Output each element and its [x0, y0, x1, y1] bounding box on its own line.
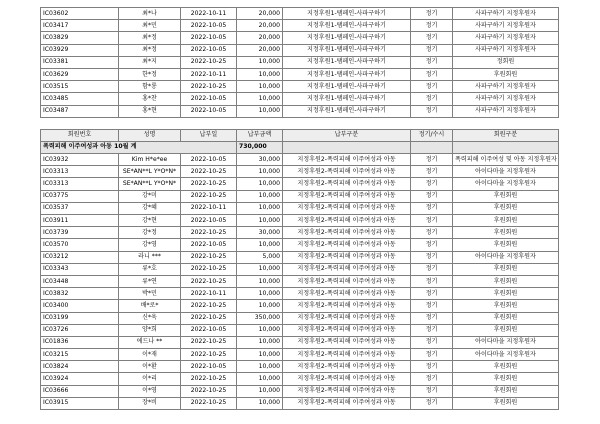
member-id-cell: IC01836 [41, 336, 119, 348]
pay-type-cell: 지정후원2-폭력피해 이주여성과 아동 [283, 397, 411, 409]
pay-date-cell: 2022-10-25 [181, 312, 237, 324]
pay-date-cell: 2022-10-11 [181, 68, 237, 80]
frequency-cell: 정기 [411, 373, 453, 385]
member-type-cell: 폭력피해 이주여성 및 아동 지정후원자 [453, 154, 559, 166]
frequency-cell: 정기 [411, 190, 453, 202]
amount-cell: 10,000 [237, 373, 283, 385]
member-type-cell: 사파구하기 지정후원자 [453, 8, 559, 20]
pay-date-cell: 2022-10-25 [181, 336, 237, 348]
pay-date-cell: 2022-10-05 [181, 44, 237, 56]
pay-date-cell: 2022-10-25 [181, 178, 237, 190]
subtotal-empty [283, 141, 411, 153]
member-id-cell: IC03924 [41, 373, 119, 385]
pay-date-cell: 2022-10-25 [181, 373, 237, 385]
member-id-cell: IC03629 [41, 68, 119, 80]
member-id-cell: IC03381 [41, 56, 119, 68]
frequency-cell: 정기 [411, 239, 453, 251]
pay-type-cell: 지정후원2-폭력피해 이주여성과 아동 [283, 251, 411, 263]
name-cell: 이*영 [119, 385, 181, 397]
name-cell: SE*AN**L Y*O*N* [119, 178, 181, 190]
subtotal-empty [453, 141, 559, 153]
pay-date-cell: 2022-10-25 [181, 81, 237, 93]
member-type-cell: 후원회원 [453, 68, 559, 80]
member-type-cell: 후원회원 [453, 312, 559, 324]
subtotal-empty [411, 141, 453, 153]
member-id-cell: IC03485 [41, 93, 119, 105]
name-cell: 배*로* [119, 300, 181, 312]
document-page [40, 7, 558, 410]
member-type-cell: 사파구하기 지정후원자 [453, 20, 559, 32]
member-type-cell: 후원회원 [453, 202, 559, 214]
member-type-cell: 아이다마을 지정후원자 [453, 251, 559, 263]
member-id-cell: IC03929 [41, 44, 119, 56]
pay-date-cell: 2022-10-25 [181, 397, 237, 409]
amount-cell: 10,000 [237, 385, 283, 397]
pay-date-cell: 2022-10-05 [181, 215, 237, 227]
donor-table-bottom-body [41, 129, 559, 409]
name-cell: 박*민 [119, 288, 181, 300]
name-cell: SE*AN**L Y*O*N* [119, 166, 181, 178]
pay-date-cell: 2022-10-05 [181, 154, 237, 166]
table-row [41, 336, 559, 348]
frequency-cell: 정기 [411, 8, 453, 20]
name-cell: 강*혜 [119, 202, 181, 214]
name-cell: 이*재 [119, 349, 181, 361]
frequency-cell: 정기 [411, 81, 453, 93]
member-id-cell: IC03448 [41, 275, 119, 287]
name-cell: 강*미 [119, 190, 181, 202]
member-type-cell: 아이다마을 지정후원자 [453, 178, 559, 190]
pay-type-cell: 지정후원2-폭력피해 이주여성과 아동 [283, 215, 411, 227]
table-row [41, 166, 559, 178]
table-row [41, 373, 559, 385]
frequency-cell: 정기 [411, 178, 453, 190]
member-id-cell: IC03666 [41, 385, 119, 397]
pay-date-cell: 2022-10-25 [181, 190, 237, 202]
name-cell: 최*지 [119, 56, 181, 68]
amount-cell: 10,000 [237, 263, 283, 275]
pay-type-cell: 지정후원2-폭력피해 이주여성과 아동 [283, 178, 411, 190]
frequency-cell: 정기 [411, 263, 453, 275]
member-type-cell: 후원회원 [453, 239, 559, 251]
pay-type-cell: 지정후원1-탬페인-사파구하기 [283, 93, 411, 105]
pay-type-cell: 지정후원2-폭력피해 이주여성과 아동 [283, 227, 411, 239]
name-cell: 최*나 [119, 8, 181, 20]
table-row [41, 275, 559, 287]
pay-date-cell: 2022-10-05 [181, 20, 237, 32]
amount-cell: 30,000 [237, 227, 283, 239]
table-row [41, 8, 559, 20]
pay-type-cell: 지정후원2-폭력피해 이주여성과 아동 [283, 373, 411, 385]
frequency-cell: 정기 [411, 349, 453, 361]
member-type-cell: 후원회원 [453, 385, 559, 397]
amount-cell: 10,000 [237, 68, 283, 80]
pay-date-cell: 2022-10-05 [181, 361, 237, 373]
frequency-cell: 정기 [411, 385, 453, 397]
pay-type-cell: 지정후원1-탬페인-사파구하기 [283, 8, 411, 20]
header-pay-date: 납부일 [181, 129, 237, 141]
amount-cell: 10,000 [237, 202, 283, 214]
frequency-cell: 정기 [411, 68, 453, 80]
subtotal-label: 폭력피해 이주여성과 아동 10월 계 [41, 141, 237, 153]
member-type-cell: 후원회원 [453, 227, 559, 239]
member-type-cell: 후원회원 [453, 324, 559, 336]
pay-type-cell: 지정후원2-폭력피해 이주여성과 아동 [283, 300, 411, 312]
pay-date-cell: 2022-10-05 [181, 93, 237, 105]
table-row [41, 397, 559, 409]
pay-type-cell: 지정후원2-폭력피해 이주여성과 아동 [283, 312, 411, 324]
member-type-cell: 후원회원 [453, 275, 559, 287]
table-row [41, 324, 559, 336]
member-type-cell: 후원회원 [453, 190, 559, 202]
pay-type-cell: 지정후원2-폭력피해 이주여성과 아동 [283, 349, 411, 361]
amount-cell: 10,000 [237, 288, 283, 300]
pay-type-cell: 지정후원1-탬페인-사파구하기 [283, 105, 411, 117]
pay-type-cell: 지정후원2-폭력피해 이주여성과 아동 [283, 263, 411, 275]
frequency-cell: 정기 [411, 105, 453, 117]
member-id-cell: IC03602 [41, 8, 119, 20]
name-cell: 함*룡 [119, 81, 181, 93]
name-cell: 강*영 [119, 239, 181, 251]
amount-cell: 10,000 [237, 81, 283, 93]
table-row [41, 239, 559, 251]
table-row [41, 81, 559, 93]
amount-cell: 10,000 [237, 349, 283, 361]
column-header-row [41, 129, 559, 141]
header-name: 성명 [119, 129, 181, 141]
amount-cell: 10,000 [237, 275, 283, 287]
frequency-cell: 정기 [411, 20, 453, 32]
member-type-cell: 사파구하기 지정후원자 [453, 105, 559, 117]
member-id-cell: IC03313 [41, 178, 119, 190]
amount-cell: 10,000 [237, 93, 283, 105]
name-cell: 이*환 [119, 361, 181, 373]
name-cell: 장*비 [119, 397, 181, 409]
member-id-cell: IC03199 [41, 312, 119, 324]
member-id-cell: IC03400 [41, 300, 119, 312]
amount-cell: 20,000 [237, 32, 283, 44]
member-type-cell: 후원회원 [453, 263, 559, 275]
member-type-cell: 후원회원 [453, 215, 559, 227]
frequency-cell: 정기 [411, 361, 453, 373]
donor-table-top-body [41, 8, 559, 118]
table-row [41, 227, 559, 239]
name-cell: 강*현 [119, 215, 181, 227]
table-row [41, 215, 559, 227]
member-id-cell: IC03932 [41, 154, 119, 166]
pay-date-cell: 2022-10-11 [181, 288, 237, 300]
amount-cell: 10,000 [237, 397, 283, 409]
name-cell: 류*호 [119, 263, 181, 275]
frequency-cell: 정기 [411, 154, 453, 166]
header-frequency: 정기/수시 [411, 129, 453, 141]
table-row [41, 154, 559, 166]
table-row [41, 263, 559, 275]
name-cell: 이*리 [119, 373, 181, 385]
header-member-id: 회원번호 [41, 129, 119, 141]
name-cell: 강*정 [119, 227, 181, 239]
donor-table-bottom [40, 129, 559, 410]
pay-type-cell: 지정후원2-폭력피해 이주여성과 아동 [283, 239, 411, 251]
table-row [41, 56, 559, 68]
member-id-cell: IC03824 [41, 361, 119, 373]
subtotal-row [41, 141, 559, 153]
subtotal-amount: 730,000 [237, 141, 283, 153]
pay-date-cell: 2022-10-11 [181, 8, 237, 20]
pay-type-cell: 지정후원2-폭력피해 이주여성과 아동 [283, 190, 411, 202]
member-id-cell: IC03739 [41, 227, 119, 239]
donor-table-top [40, 7, 559, 118]
pay-type-cell: 지정후원1-탬페인-사파구하기 [283, 44, 411, 56]
frequency-cell: 정기 [411, 251, 453, 263]
table-row [41, 361, 559, 373]
frequency-cell: 정기 [411, 227, 453, 239]
member-id-cell: IC03537 [41, 202, 119, 214]
amount-cell: 10,000 [237, 300, 283, 312]
member-type-cell: 사파구하기 지정후원자 [453, 44, 559, 56]
pay-type-cell: 지정후원2-폭력피해 이주여성과 아동 [283, 336, 411, 348]
member-type-cell: 후원회원 [453, 288, 559, 300]
frequency-cell: 정기 [411, 202, 453, 214]
amount-cell: 20,000 [237, 44, 283, 56]
member-type-cell: 아이다마을 지정후원자 [453, 349, 559, 361]
name-cell: Kim H*e*ee [119, 154, 181, 166]
amount-cell: 10,000 [237, 105, 283, 117]
table-row [41, 20, 559, 32]
amount-cell: 350,000 [237, 312, 283, 324]
table-row [41, 312, 559, 324]
member-id-cell: IC03775 [41, 190, 119, 202]
table-row [41, 68, 559, 80]
name-cell: 홍*찬 [119, 93, 181, 105]
member-id-cell: IC03515 [41, 81, 119, 93]
header-amount: 납부금액 [237, 129, 283, 141]
name-cell: 류*연 [119, 275, 181, 287]
table-row [41, 349, 559, 361]
frequency-cell: 정기 [411, 275, 453, 287]
table-row [41, 93, 559, 105]
pay-date-cell: 2022-10-05 [181, 239, 237, 251]
pay-date-cell: 2022-10-25 [181, 56, 237, 68]
amount-cell: 10,000 [237, 215, 283, 227]
header-member-type: 회원구분 [453, 129, 559, 141]
member-id-cell: IC03313 [41, 166, 119, 178]
table-row [41, 178, 559, 190]
pay-date-cell: 2022-10-05 [181, 324, 237, 336]
pay-type-cell: 지정후원2-폭력피해 이주여성과 아동 [283, 202, 411, 214]
member-id-cell: IC03215 [41, 349, 119, 361]
pay-type-cell: 지정후원2-폭력피해 이주여성과 아동 [283, 275, 411, 287]
pay-type-cell: 지정후원2-폭력피해 이주여성과 아동 [283, 288, 411, 300]
table-row [41, 385, 559, 397]
name-cell: 신*욱 [119, 312, 181, 324]
frequency-cell: 정기 [411, 93, 453, 105]
amount-cell: 10,000 [237, 336, 283, 348]
member-id-cell: IC03832 [41, 288, 119, 300]
frequency-cell: 정기 [411, 336, 453, 348]
pay-date-cell: 2022-10-25 [181, 349, 237, 361]
member-id-cell: IC03915 [41, 397, 119, 409]
member-type-cell: 아이다마을 지정후원자 [453, 336, 559, 348]
amount-cell: 10,000 [237, 166, 283, 178]
table-row [41, 190, 559, 202]
member-id-cell: IC03911 [41, 215, 119, 227]
amount-cell: 30,000 [237, 154, 283, 166]
pay-type-cell: 지정후원2-폭력피해 이주여성과 아동 [283, 324, 411, 336]
pay-date-cell: 2022-10-25 [181, 251, 237, 263]
name-cell: 최*민 [119, 20, 181, 32]
pay-date-cell: 2022-10-11 [181, 202, 237, 214]
name-cell: 양*희 [119, 324, 181, 336]
amount-cell: 10,000 [237, 239, 283, 251]
amount-cell: 10,000 [237, 361, 283, 373]
member-type-cell: 후원회원 [453, 397, 559, 409]
pay-type-cell: 지정후원1-탬페인-사파구하기 [283, 32, 411, 44]
member-id-cell: IC03343 [41, 263, 119, 275]
frequency-cell: 정기 [411, 44, 453, 56]
member-id-cell: IC03417 [41, 20, 119, 32]
pay-date-cell: 2022-10-25 [181, 263, 237, 275]
amount-cell: 20,000 [237, 8, 283, 20]
frequency-cell: 정기 [411, 166, 453, 178]
amount-cell: 10,000 [237, 56, 283, 68]
name-cell: 최*정 [119, 44, 181, 56]
pay-date-cell: 2022-10-25 [181, 300, 237, 312]
name-cell: 홍*현 [119, 105, 181, 117]
pay-type-cell: 지정후원1-탬페인-사파구하기 [283, 56, 411, 68]
member-type-cell: 사파구하기 지정후원자 [453, 32, 559, 44]
member-id-cell: IC03726 [41, 324, 119, 336]
table-row [41, 202, 559, 214]
pay-date-cell: 2022-10-25 [181, 385, 237, 397]
pay-type-cell: 지정후원2-폭력피해 이주여성과 아동 [283, 154, 411, 166]
amount-cell: 5,000 [237, 251, 283, 263]
table-row [41, 288, 559, 300]
pay-date-cell: 2022-10-25 [181, 275, 237, 287]
frequency-cell: 정기 [411, 312, 453, 324]
table-row [41, 32, 559, 44]
pay-date-cell: 2022-10-05 [181, 32, 237, 44]
member-type-cell: 사파구하기 지정후원자 [453, 81, 559, 93]
name-cell: 라니 *** [119, 251, 181, 263]
name-cell: 최*정 [119, 32, 181, 44]
name-cell: 에드나 ** [119, 336, 181, 348]
table-row [41, 44, 559, 56]
member-id-cell: IC03487 [41, 105, 119, 117]
pay-type-cell: 지정후원2-폭력피해 이주여성과 아동 [283, 385, 411, 397]
amount-cell: 10,000 [237, 324, 283, 336]
pay-type-cell: 지정후원1-탬페인-사파구하기 [283, 20, 411, 32]
table-row [41, 105, 559, 117]
member-type-cell: 후원회원 [453, 373, 559, 385]
pay-date-cell: 2022-10-05 [181, 105, 237, 117]
table-gap [40, 118, 558, 129]
pay-date-cell: 2022-10-25 [181, 166, 237, 178]
header-pay-type: 납부구분 [283, 129, 411, 141]
amount-cell: 20,000 [237, 20, 283, 32]
member-id-cell: IC03829 [41, 32, 119, 44]
frequency-cell: 정기 [411, 32, 453, 44]
member-type-cell: 아이다마을 지정후원자 [453, 166, 559, 178]
pay-type-cell: 지정후원2-폭력피해 이주여성과 아동 [283, 166, 411, 178]
amount-cell: 10,000 [237, 190, 283, 202]
pay-date-cell: 2022-10-25 [181, 227, 237, 239]
pay-type-cell: 지정후원2-폭력피해 이주여성과 아동 [283, 361, 411, 373]
frequency-cell: 정기 [411, 300, 453, 312]
amount-cell: 10,000 [237, 178, 283, 190]
table-row [41, 251, 559, 263]
member-type-cell: 사파구하기 지정후원자 [453, 93, 559, 105]
member-type-cell: 후원회원 [453, 300, 559, 312]
frequency-cell: 정기 [411, 324, 453, 336]
frequency-cell: 정기 [411, 397, 453, 409]
member-id-cell: IC03212 [41, 251, 119, 263]
frequency-cell: 정기 [411, 56, 453, 68]
member-type-cell: 후원회원 [453, 361, 559, 373]
member-type-cell: 정회원 [453, 56, 559, 68]
name-cell: 한*정 [119, 68, 181, 80]
frequency-cell: 정기 [411, 288, 453, 300]
pay-type-cell: 지정후원1-탬페인-사파구하기 [283, 81, 411, 93]
frequency-cell: 정기 [411, 215, 453, 227]
table-row [41, 300, 559, 312]
pay-type-cell: 지정후원1-탬페인-사파구하기 [283, 68, 411, 80]
member-id-cell: IC03570 [41, 239, 119, 251]
